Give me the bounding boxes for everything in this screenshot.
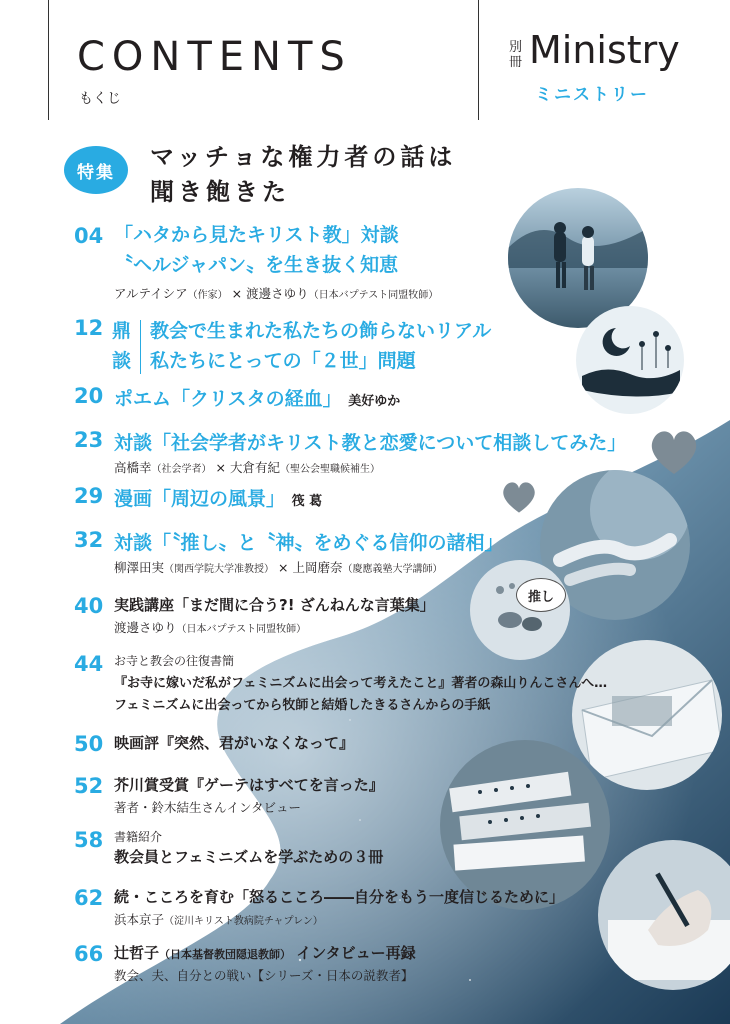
item-line2: フェミニズムに出会ってから牧師と結婚したきるさんからの手紙	[114, 698, 491, 713]
feature-badge: 特集	[64, 146, 128, 194]
page-number: 66	[74, 942, 104, 966]
page-number: 52	[74, 774, 104, 798]
toc-item[interactable]	[74, 942, 594, 990]
photo-moon-illustration	[576, 306, 684, 414]
heart-icon	[648, 428, 700, 476]
brand-logo	[478, 0, 730, 120]
page-number: 40	[74, 594, 104, 618]
cross-mark: ×	[231, 286, 243, 301]
item-title: 教会員とフェミニズムを学ぶための３冊	[114, 848, 384, 866]
page-number: 50	[74, 732, 104, 756]
toc-item[interactable]	[74, 828, 434, 874]
photo-books	[440, 740, 610, 910]
author-name: 渡邊さゆり	[114, 620, 177, 635]
person-name: 辻哲子	[114, 944, 160, 962]
author-role: （社会学者）	[151, 464, 212, 475]
item-title-text: インタビュー再録	[296, 944, 416, 962]
item-title-text: 漫画「周辺の風景」	[114, 488, 286, 510]
author-role: （淀川キリスト教病院チャプレン）	[164, 916, 323, 927]
author-role: （日本バプテスト同盟牧師）	[308, 290, 439, 301]
item-title: 対談「〝推し〟と〝神〟をめぐる信仰の諸相」	[114, 532, 504, 554]
author-name: 高橋幸	[114, 460, 152, 475]
item-subtitle: 著者・鈴木結生さんインタビュー	[114, 800, 302, 815]
toc-item[interactable]	[74, 652, 674, 716]
person-role: （日本基督教団隠退教師）	[159, 948, 292, 961]
feature-title-line1: マッチョな権力者の話は	[150, 143, 457, 171]
author-role: （聖公会聖職候補生）	[279, 464, 380, 475]
author-role: （日本バプテスト同盟牧師）	[176, 624, 307, 635]
feature-title-line2: 聞き飽きた	[150, 178, 290, 206]
toc-item[interactable]	[74, 484, 394, 514]
item-title-text: ポエム「クリスタの経血」	[114, 388, 342, 410]
item-byline	[114, 284, 438, 302]
page-number: 20	[74, 384, 104, 408]
toc-item[interactable]	[74, 316, 534, 376]
brand-name: Ministry	[529, 28, 680, 72]
item-label: 書籍紹介	[114, 830, 163, 844]
cross-mark: ×	[215, 460, 226, 475]
author-role: （慶應義塾大学講師）	[342, 564, 443, 575]
toc-item[interactable]	[74, 732, 434, 758]
item-label: お寺と教会の往復書簡	[114, 654, 235, 668]
toc-item[interactable]	[74, 528, 524, 578]
author-name: 筏 葛	[291, 494, 323, 509]
author-name: 上岡磨奈	[292, 560, 343, 575]
page-number: 44	[74, 652, 104, 676]
brand-kana: ミニストリー	[535, 85, 649, 105]
toc-item[interactable]	[74, 384, 474, 414]
toc-item[interactable]	[74, 774, 434, 820]
item-title	[150, 316, 491, 376]
speech-bubble-icon: 推し	[516, 578, 566, 612]
item-title	[114, 942, 416, 966]
item-label: 鼎談	[112, 320, 132, 372]
author-role: （作家）	[187, 290, 228, 301]
item-byline	[114, 618, 306, 636]
author-role: （関西学院大学准教授）	[164, 564, 275, 575]
page-number: 04	[74, 224, 104, 248]
cross-mark: ×	[278, 560, 289, 575]
item-line1: 『お寺に嫁いだ私がフェミニズムに出会って考えたこと』著者の森山りんこさんへ…	[114, 676, 608, 691]
author-name: アルテイシア	[114, 286, 188, 301]
heart-icon	[500, 480, 538, 514]
item-title	[114, 484, 322, 517]
page-number: 32	[74, 528, 104, 552]
item-title: 続・こころを育む「怒るこころ――自分をもう一度信じるために」	[114, 888, 565, 906]
author-name: 柳澤田実	[114, 560, 165, 575]
item-title	[114, 220, 399, 280]
item-byline	[114, 558, 442, 576]
toc-item[interactable]	[74, 224, 514, 304]
item-title-line1: 教会で生まれた私たちの飾らないリアル	[150, 320, 492, 342]
item-byline	[114, 458, 380, 476]
item-title-line2: 〝ヘルジャパン〟を生き抜く知恵	[114, 254, 399, 276]
item-title: 芥川賞受賞『ゲーテはすべてを言った』	[114, 776, 384, 794]
page-number: 62	[74, 886, 104, 910]
item-title: 映画評『突然、君がいなくなって』	[114, 734, 355, 752]
toc-item[interactable]	[74, 594, 474, 640]
contents-header	[48, 0, 478, 120]
item-title-line1: 「ハタから見たキリスト教」対談	[114, 224, 399, 246]
page-number: 12	[74, 316, 104, 340]
contents-subtitle: もくじ	[79, 91, 121, 107]
brand-prefix: 別冊	[509, 40, 523, 70]
author-name: 浜本京子	[114, 912, 165, 927]
page-number: 58	[74, 828, 104, 852]
author-name: 渡邊さゆり	[246, 286, 309, 301]
toc-item[interactable]	[74, 428, 654, 478]
feature-title	[150, 140, 456, 210]
item-byline	[114, 910, 323, 928]
item-title-line2: 私たちにとっての「２世」問題	[150, 350, 416, 372]
page-number: 29	[74, 484, 104, 508]
divider	[140, 320, 141, 374]
toc-item[interactable]	[74, 886, 634, 932]
page-number: 23	[74, 428, 104, 452]
item-title: 対談「社会学者がキリスト教と恋愛について相談してみた」	[114, 432, 627, 454]
item-subtitle: 教会、夫、自分との戦い【シリーズ・日本の説教者】	[114, 968, 414, 983]
contents-title: CONTENTS	[77, 34, 352, 80]
author-name: 美好ゆか	[348, 394, 401, 409]
author-name: 大倉有紀	[229, 460, 280, 475]
item-title: 実践講座「まだ間に合う?! ざんねんな言葉集」	[114, 596, 435, 614]
item-title	[114, 384, 400, 417]
